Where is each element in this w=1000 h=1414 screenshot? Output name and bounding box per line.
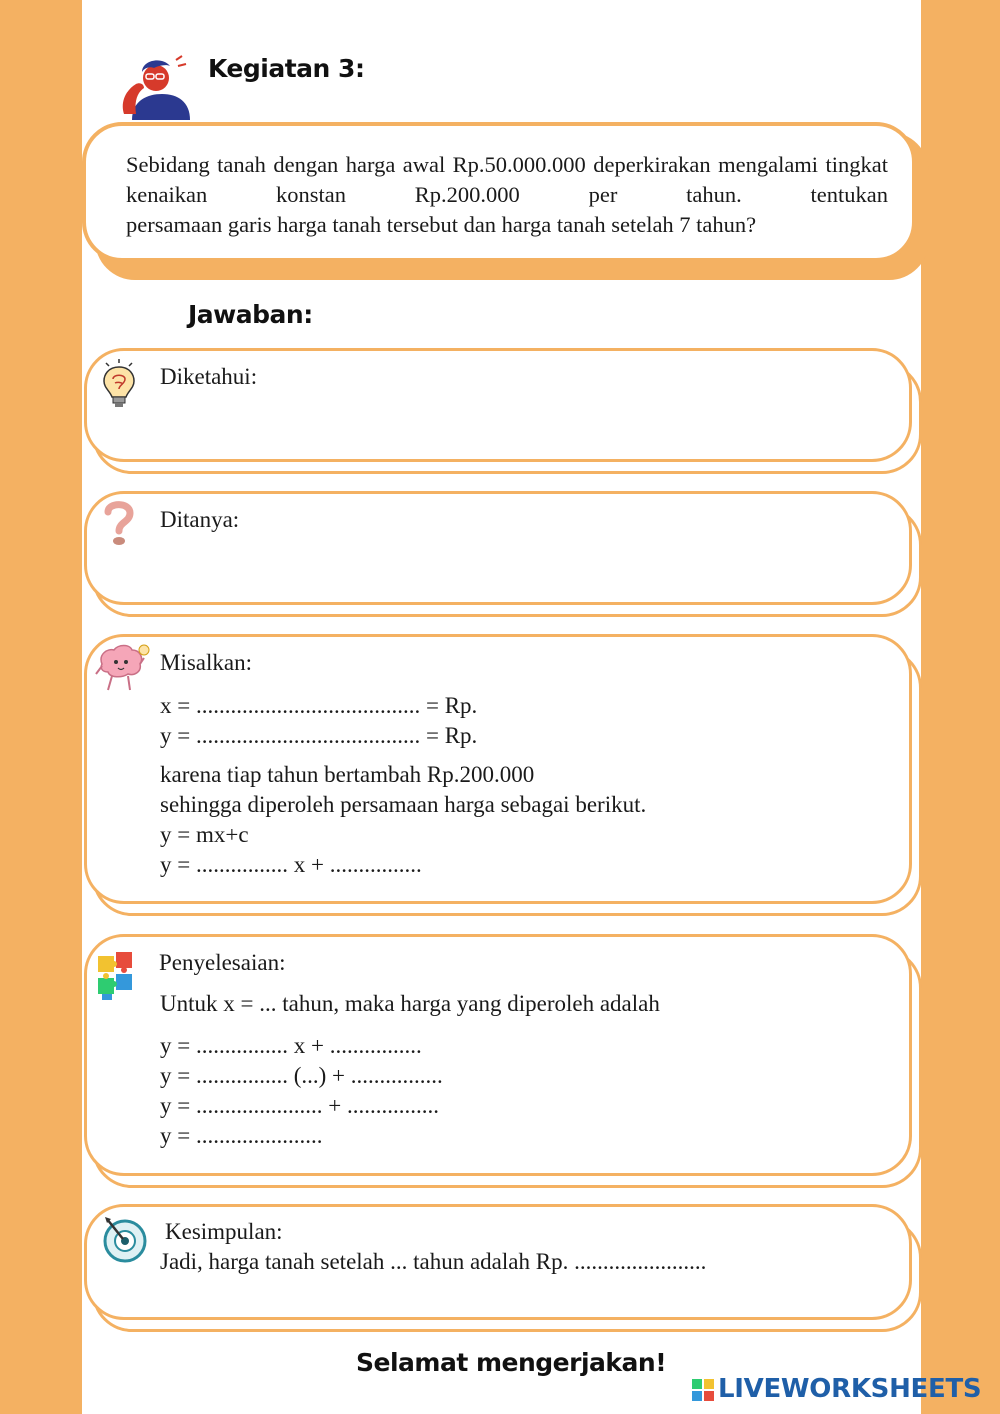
brand-text: LIVEWORKSHEETS [718, 1374, 982, 1404]
misalkan-line-info: sehingga diperoleh persamaan harga sebagai berikut. [160, 792, 647, 817]
question-line: persamaan garis harga tanah tersebut dan harga tanah setelah 7 tahun? [126, 212, 757, 237]
right-border [921, 0, 1000, 1414]
misalkan-line-equation[interactable]: y = ................ x + ................ [160, 852, 422, 877]
left-border [0, 0, 82, 1414]
question-text [126, 150, 888, 240]
question-mark-icon [102, 500, 136, 546]
penyelesaian-label: Penyelesaian: [159, 950, 286, 975]
puzzle-icon [94, 950, 140, 1004]
lightbulb-brain-icon [100, 357, 138, 409]
activity-title: Kegiatan 3: [208, 54, 365, 83]
penyelesaian-step[interactable]: y = ...................... [160, 1123, 323, 1148]
misalkan-line-info: karena tiap tahun bertambah Rp.200.000 [160, 762, 535, 787]
brain-character-icon [94, 640, 152, 696]
misalkan-line-x[interactable]: x = ....................................... = Rp. [160, 693, 478, 718]
penyelesaian-step[interactable]: y = ...................... + ................ [160, 1093, 439, 1118]
closing-message: Selamat mengerjakan! [356, 1348, 667, 1377]
kesimpulan-label: Kesimpulan: [165, 1219, 283, 1244]
penyelesaian-intro[interactable]: Untuk x = ... tahun, maka harga yang diperoleh adalah [160, 991, 660, 1016]
diketahui-label: Diketahui: [160, 364, 258, 389]
target-icon [101, 1213, 149, 1265]
misalkan-line-formula: y = mx+c [160, 822, 249, 847]
kesimpulan-text[interactable]: Jadi, harga tanah setelah ... tahun adalah Rp. ....................... [160, 1249, 707, 1274]
misalkan-label: Misalkan: [160, 650, 252, 675]
question-line: Sebidang tanah dengan harga awal Rp.50.000.000 deperkirakan [126, 152, 711, 177]
misalkan-line-y[interactable]: y = ....................................... = Rp. [160, 723, 478, 748]
penyelesaian-step[interactable]: y = ................ x + ................ [160, 1033, 422, 1058]
liveworksheets-logo-icon [692, 1379, 714, 1401]
question-line: mengalami tingkat kenaikan konstan Rp.200.000 per tahun. tentukan [126, 152, 888, 207]
thinking-person-icon [118, 54, 194, 120]
answer-heading: Jawaban: [188, 300, 313, 329]
ditanya-label: Ditanya: [160, 507, 240, 532]
liveworksheets-brand[interactable] [692, 1374, 981, 1404]
penyelesaian-step[interactable]: y = ................ (...) + ................ [160, 1063, 443, 1088]
